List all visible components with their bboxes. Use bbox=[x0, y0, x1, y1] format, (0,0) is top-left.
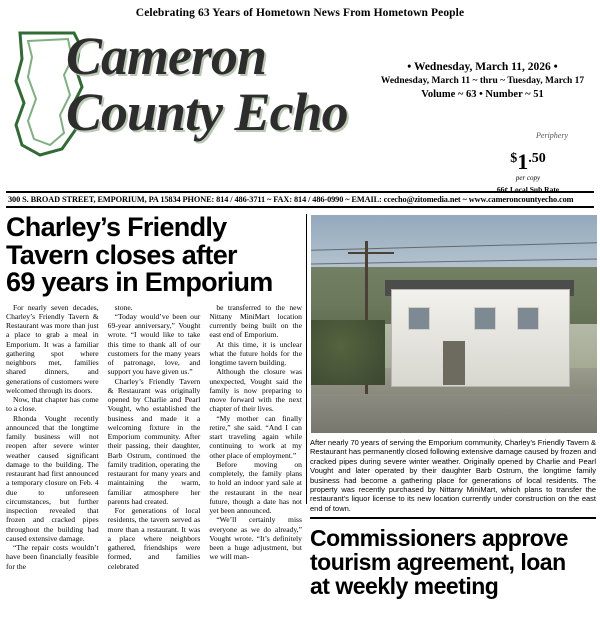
photo-window bbox=[517, 307, 539, 331]
lead-headline-line1: Charley’s Friendly bbox=[6, 212, 227, 242]
price-amount bbox=[468, 151, 588, 173]
lead-paragraph: be transferred to the new Nittany MiniMart location currently being built on the east end of Emporium. bbox=[209, 302, 302, 340]
photo-caption: After nearly 70 years of serving the Emporium community, Charley’s Friendly Tavern & Restaurant has permanently closed following extensive damage caused by frozen and cracked pipes during severe winter weather. Originally opened by Charlie and Pearl Vought and later operated by their daughter Barb Ostrum, the longtime family business had become a gathering place for generations of local residents. The property was recently purchased by Nittany MiniMart, which plans to transfer the restaurant’s liquor license to its new location currently under construction on the east end of town. bbox=[310, 438, 596, 519]
secondary-headline-line3: at weekly meeting bbox=[310, 573, 499, 600]
charleys-friendly-tavern-exterior-photo bbox=[310, 214, 598, 434]
lead-paragraph: Although the closure was unexpected, Vought said the family is now preparing to move forward with the next chapter of their lives. bbox=[209, 367, 302, 414]
lead-story-body bbox=[6, 303, 302, 633]
page-title bbox=[66, 26, 396, 142]
photo-utility-crossarm bbox=[348, 252, 394, 254]
masthead bbox=[6, 23, 594, 194]
photo-road bbox=[311, 394, 597, 433]
photo-window bbox=[474, 307, 496, 331]
secondary-headline-line2: tourism agreement, loan bbox=[310, 549, 566, 576]
lead-paragraph: Now, that chapter has come to a close. bbox=[6, 395, 99, 414]
price-local-sub-rate: 66¢ Local Sub Rate bbox=[496, 184, 560, 194]
photo-tavern-building bbox=[391, 289, 570, 387]
lead-paragraph: “Today would’ve been our 69-year anniversary,” Vought wrote. “I would like to take this time to thank all of our customers for the many years of patronage, love, and support you have given us.” bbox=[107, 311, 201, 377]
periphery-note: Periphery bbox=[536, 131, 568, 140]
lead-paragraph: At this time, it is unclear what the future holds for the longtime tavern building. bbox=[209, 339, 302, 368]
lead-paragraph: Before moving on completely, the family plans to hold an indoor yard sale at the restaurant in the near future, though a date has not yet been announced. bbox=[209, 459, 302, 516]
page-content bbox=[6, 208, 597, 633]
lead-paragraph: “We’ll certainly miss everyone as we do already,” Vought wrote. “It’s definitely been a huge adjustment, but we will man- bbox=[209, 515, 302, 562]
price-block bbox=[468, 151, 588, 194]
photo-window bbox=[408, 307, 430, 331]
price-currency-symbol: $ bbox=[510, 151, 518, 166]
secondary-headline bbox=[310, 526, 596, 598]
price-per-copy-label: per copy bbox=[515, 174, 541, 182]
lead-headline bbox=[6, 214, 302, 297]
lead-story bbox=[6, 214, 302, 633]
masthead-issue-info bbox=[375, 61, 590, 100]
price-cents: .50 bbox=[528, 151, 546, 166]
lead-paragraph: stone. bbox=[114, 302, 133, 312]
lead-paragraph: For nearly seven decades, Charley’s Friendly Tavern & Restaurant was more than just a place to grab a meal in Emporium. It was a familiar gathering spot where neighbors met, families shared dinners, and generations of customers were welcomed through its doors. bbox=[6, 302, 99, 395]
column-divider bbox=[306, 214, 307, 504]
masthead-title-line1: Cameron bbox=[66, 26, 267, 86]
photo-shrubbery bbox=[311, 320, 385, 385]
issue-date-range: Wednesday, March 11 ~ thru ~ Tuesday, March 17 bbox=[380, 76, 585, 86]
right-column bbox=[310, 214, 596, 633]
address-contact-bar: 300 S. BROAD STREET, EMPORIUM, PA 15834 PHONE: 814 / 486-3711 ~ FAX: 814 / 486-0990 ~ EMAIL: ccecho@zitomedia.net ~ www.cameroncountyecho.com bbox=[6, 191, 594, 208]
photo-door bbox=[443, 341, 466, 385]
lead-paragraph: “The repair costs wouldn’t have been financially feasible for the bbox=[6, 543, 99, 571]
page-tagline: Celebrating 63 Years of Hometown News From Hometown People bbox=[135, 7, 465, 19]
secondary-headline-line1: Commissioners approve bbox=[310, 525, 568, 551]
lead-paragraph: “My mother can finally retire,” she said. “And I can start traveling again while continuing to work at my other place of employment.” bbox=[209, 413, 302, 460]
issue-date: • Wednesday, March 11, 2026 • bbox=[407, 61, 558, 73]
issue-volume-number: Volume ~ 63 • Number ~ 51 bbox=[421, 89, 544, 100]
lead-paragraph: Charley’s Friendly Tavern & Restaurant was originally opened by Charlie and Pearl Vought, who established the business and made it a welcoming fixture in the Emporium community. After their passing, their daughter, Barb Ostrum, continued the family tradition, operating the restaurant for many years and maintaining the warm, familiar atmosphere her parents had created. bbox=[107, 376, 201, 506]
lead-paragraph: Rhonda Vought recently announced that the longtime family business will not reopen after severe winter weather caused significant damage to the building. The restaurant had first announced a temporary closure on Feb. 4 due to unforeseen circumstances, but further inspection revealed that frozen and cracked pipes throughout the building had caused extensive damage. bbox=[6, 413, 99, 543]
lead-headline-line2: Tavern closes after bbox=[6, 239, 237, 270]
masthead-title-line2: County Echo bbox=[66, 81, 348, 142]
price-whole: 1 bbox=[517, 149, 529, 174]
lead-headline-line3: 69 years in Emporium bbox=[6, 267, 273, 298]
lead-paragraph: For generations of local residents, the tavern served as more than a restaurant. It was a place where neighbors gathered, friendships were formed, and families celebrated bbox=[107, 506, 201, 571]
